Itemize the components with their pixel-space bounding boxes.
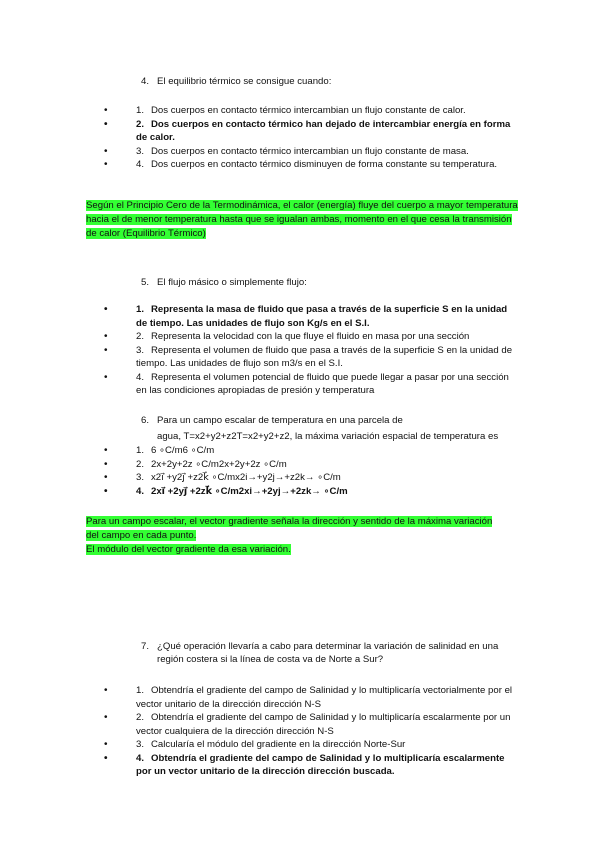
option-text: Dos cuerpos en contacto térmico han dejado de intercambiar energía en forma de calor. [136, 118, 511, 143]
option-number: 1. [136, 445, 145, 456]
highlighted-note: Para un campo escalar, el vector gradiente señala la dirección y sentido de la máxima variación [86, 516, 493, 527]
option-item [104, 104, 518, 118]
option-number: 4. [136, 159, 145, 170]
option-number: 3. [136, 739, 145, 750]
option-text: Representa la masa de fluido que pasa a través de la superficie S en la unidad de tiempo. Las unidades de flujo son Kg/s en el S.I. [136, 304, 508, 329]
option-number: 3. [136, 344, 145, 356]
option-number: 4. [136, 371, 145, 383]
option-item [104, 738, 518, 752]
question-text: Para un campo escalar de temperatura en una parcela de [157, 415, 403, 426]
question-7-title [141, 640, 513, 666]
option-number: 2. [136, 712, 145, 723]
option-item-correct [104, 303, 520, 330]
option-item [104, 684, 518, 711]
question-6-title [141, 414, 541, 427]
option-number: 2. [136, 331, 145, 342]
option-number: 1. [136, 304, 145, 315]
option-text: Obtendría el gradiente del campo de Salinidad y lo multiplicaría vectorialmente por el vector unitario de la dirección dirección N-S [136, 685, 513, 710]
option-number: 3. [136, 472, 145, 483]
option-item-correct [104, 118, 518, 145]
option-item [104, 371, 520, 398]
option-item [104, 158, 518, 172]
question-5-title [141, 276, 541, 289]
answer-explanation [86, 199, 520, 241]
option-item [104, 471, 520, 485]
question-number: 7. [141, 641, 150, 652]
question-4-options [104, 104, 518, 172]
option-number: 1. [136, 685, 145, 696]
option-text: Representa el volumen de fluido que pasa a través de la superficie S en la unidad de tiempo. Las unidades de flujo son m3/s en el S.I. [136, 344, 513, 369]
option-text: 2xi⃗ +2yj⃗ +2zk⃗ ∘C/m2xi→+2yj→+2zk→ ∘C/m [151, 485, 348, 497]
answer-explanation [86, 515, 520, 557]
question-number: 4. [141, 76, 150, 87]
option-item-correct [104, 752, 518, 779]
option-text: Representa la velocidad con la que fluye el fluido en masa por una sección [151, 331, 470, 342]
question-number: 5. [141, 277, 150, 288]
option-number: 3. [136, 145, 145, 157]
option-item [104, 458, 520, 472]
option-item [104, 145, 518, 159]
option-text: Obtendría el gradiente del campo de Salinidad y lo multiplicaría escalarmente por un vector cualquiera de la dirección dirección N-S [136, 712, 511, 737]
question-number: 6. [141, 415, 150, 426]
option-number: 1. [136, 105, 145, 116]
option-text: Obtendría el gradiente del campo de Salinidad y lo multiplicaría escalarmente por un vector unitario de la dirección dirección buscada. [136, 752, 505, 777]
option-text: x2i⃗ +y2j⃗ +z2k⃗ ∘C/mx2i→+y2j→+z2k→ ∘C/m [151, 472, 341, 483]
option-text: Dos cuerpos en contacto térmico disminuyen de forma constante su temperatura. [151, 159, 498, 170]
option-text: 2x+2y+2z ∘C/m2x+2y+2z ∘C/m [151, 458, 287, 470]
option-number: 2. [136, 458, 145, 470]
question-text: ¿Qué operación llevaría a cabo para determinar la variación de salinidad en una región costera si la línea de costa va de Norte a Sur? [157, 641, 499, 665]
question-text: El equilibrio térmico se consigue cuando: [157, 76, 332, 87]
option-number: 4. [136, 752, 145, 764]
option-number: 4. [136, 485, 145, 497]
option-item [104, 330, 520, 344]
option-item [104, 444, 520, 458]
option-text: Dos cuerpos en contacto térmico intercambian un flujo constante de masa. [151, 145, 469, 157]
option-text: Representa el volumen potencial de fluido que puede llegar a pasar por una sección en las condiciones apropiadas de presión y temperatura [136, 371, 509, 396]
question-6-title-line2: agua, T=x2+y2+z2T=x2+y2+z2, la máxima variación espacial de temperatura es [157, 431, 499, 442]
option-item-correct [104, 485, 520, 499]
question-6-options [104, 444, 520, 498]
question-7-options [104, 684, 518, 779]
option-text: Dos cuerpos en contacto térmico intercambian un flujo constante de calor. [151, 105, 466, 116]
question-text: El flujo másico o simplemente flujo: [157, 277, 307, 288]
option-item [104, 344, 520, 371]
highlighted-note: del campo en cada punto. [86, 530, 197, 541]
highlighted-note: El módulo del vector gradiente da esa variación. [86, 544, 291, 555]
question-4-title [141, 75, 541, 88]
highlighted-note: Según el Principio Cero de la Termodinámica, el calor (energía) fluye del cuerpo a mayor temperatura hacia el de menor temperatura hasta que se igualan ambas, momento en el que cesa la transmisión de calor (Equilibrio Térmico) [86, 200, 518, 239]
option-text: Calcularía el módulo del gradiente en la dirección Norte-Sur [151, 739, 406, 750]
option-number: 2. [136, 118, 145, 130]
option-text: 6 ∘C/m6 ∘C/m [151, 445, 215, 456]
option-item [104, 711, 518, 738]
question-5-options [104, 303, 520, 398]
